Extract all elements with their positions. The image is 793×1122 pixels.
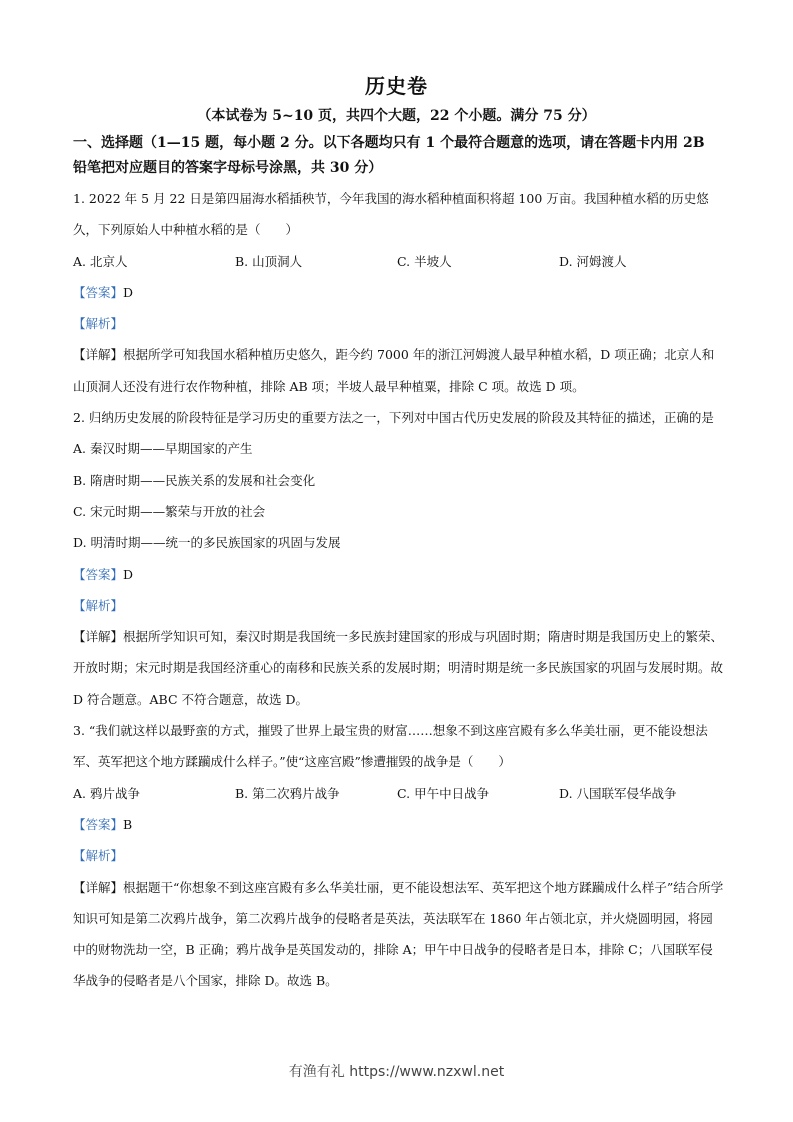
answer-value: B <box>123 816 133 832</box>
analysis-line <box>73 840 725 871</box>
option-row <box>73 778 725 809</box>
option-row <box>73 246 725 277</box>
answer-tag: 【答案】 <box>73 284 124 300</box>
page-subtitle: （本试卷为 5~10 页，共四个大题，22 个小题。满分 75 分） <box>197 108 596 124</box>
answer-tag: 【答案】 <box>73 816 124 832</box>
question-2 <box>73 402 725 715</box>
answer-tag: 【答案】 <box>73 566 124 582</box>
option-b: B. 第二次鸦片战争 <box>235 785 340 801</box>
page-title: 历史卷 <box>365 74 428 98</box>
option-a: A. 北京人 <box>73 253 128 269</box>
detail-tag: 【详解】 <box>73 879 124 895</box>
option-c: C. 宋元时期——繁荣与开放的社会 <box>73 503 266 519</box>
answer-value: D <box>123 284 134 300</box>
option-b: B. 隋唐时期——民族关系的发展和社会变化 <box>73 472 316 488</box>
analysis-line <box>73 308 725 339</box>
detail-tag: 【详解】 <box>73 347 124 363</box>
answer-value: D <box>123 566 134 582</box>
question-stem: 3. “我们就这样以最野蛮的方式，摧毁了世界上最宝贵的财富……想象不到这座宫殿有多么华美壮丽，更不能设想法军、英军把这个地方蹂躏成什么样子。”使“这座宫殿”惨遭摧毁的战争是（ ） <box>73 723 708 770</box>
option-c: C. 半坡人 <box>397 253 452 269</box>
answer-line <box>73 277 725 308</box>
option-d: D. 河姆渡人 <box>559 253 627 269</box>
question-stem: 2. 归纳历史发展的阶段特征是学习历史的重要方法之一，下列对中国古代历史发展的阶段及其特征的描述，正确的是 <box>73 410 714 426</box>
option-b: B. 山顶洞人 <box>235 253 303 269</box>
question-3 <box>73 715 725 997</box>
option-a: A. 鸦片战争 <box>73 785 140 801</box>
detail-text: 根据所学知识可知，秦汉时期是我国统一多民族封建国家的形成与巩固时期；隋唐时期是我国历史上的繁荣、开放时期；宋元时期是我国经济重心的南移和民族关系的发展时期；明清时期是统一多民族国家的巩固与发展时期。故 D 符合题意。ABC 不符合题意，故选 D。 <box>73 629 724 707</box>
section-heading: 一、选择题（1—15 题，每小题 2 分。以下各题均只有 1 个最符合题意的选项，请在答题卡内用 2B 铅笔把对应题目的答案字母标号涂黑，共 30 分） <box>73 135 705 176</box>
option-a: A. 秦汉时期——早期国家的产生 <box>73 441 253 457</box>
detail-tag: 【详解】 <box>73 629 124 645</box>
detail-text: 根据题干“你想象不到这座宫殿有多么华美壮丽，更不能设想法军、英军把这个地方蹂躏成什么样子”结合所学知识可知是第二次鸦片战争，第二次鸦片战争的侵略者是英法，英法联军在 1860 年占领北京，并火烧圆明园，将园中的财物洗劫一空，B 正确；鸦片战争是英国发动的，排除 A；甲午中日战争的侵略者是日本，排除 C；八国联军侵华战争的侵略者是八个国家，排除 D。故选 B。 <box>73 879 724 989</box>
analysis-tag: 【解析】 <box>73 316 124 332</box>
detail-line <box>73 621 725 715</box>
option-list <box>73 433 725 558</box>
answer-line <box>73 559 725 590</box>
detail-line <box>73 872 725 997</box>
option-d: D. 八国联军侵华战争 <box>559 785 677 801</box>
detail-text: 根据所学可知我国水稻种植历史悠久，距今约 7000 年的浙江河姆渡人最早种植水稻，D 项正确；北京人和山顶洞人还没有进行农作物种植，排除 AB 项；半坡人最早种植粟，排除 C 项。故选 D 项。 <box>73 347 715 394</box>
detail-line <box>73 339 725 402</box>
option-d: D. 明清时期——统一的多民族国家的巩固与发展 <box>73 535 341 551</box>
footer-watermark: 有渔有礼 https://www.nzxwl.net <box>288 1064 505 1080</box>
option-c: C. 甲午中日战争 <box>397 785 490 801</box>
question-1 <box>73 183 725 402</box>
questions-content <box>73 183 725 997</box>
answer-line <box>73 809 725 840</box>
question-stem: 1. 2022 年 5 月 22 日是第四届海水稻插秧节，今年我国的海水稻种植面积将超 100 万亩。我国种植水稻的历史悠久，下列原始人中种植水稻的是（ ） <box>73 191 709 238</box>
analysis-line <box>73 590 725 621</box>
analysis-tag: 【解析】 <box>73 597 124 613</box>
analysis-tag: 【解析】 <box>73 848 124 864</box>
